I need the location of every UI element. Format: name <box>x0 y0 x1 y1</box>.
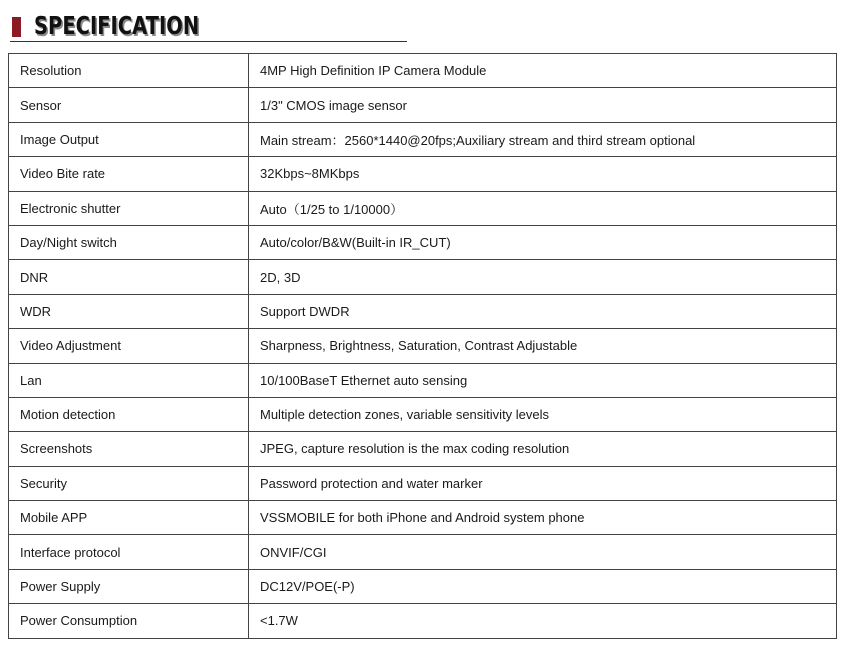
spec-value: 10/100BaseT Ethernet auto sensing <box>249 363 837 397</box>
spec-label: DNR <box>9 260 249 294</box>
spec-value: Auto/color/B&W(Built-in IR_CUT) <box>249 225 837 259</box>
spec-row <box>9 329 837 363</box>
spec-value: <1.7W <box>249 604 837 638</box>
spec-value: Password protection and water marker <box>249 466 837 500</box>
spec-label: Screenshots <box>9 432 249 466</box>
spec-value: Support DWDR <box>249 294 837 328</box>
spec-row <box>9 432 837 466</box>
spec-label: Security <box>9 466 249 500</box>
spec-label: Video Adjustment <box>9 329 249 363</box>
spec-value: 2D, 3D <box>249 260 837 294</box>
spec-row <box>9 397 837 431</box>
spec-row <box>9 54 837 88</box>
spec-label: Power Consumption <box>9 604 249 638</box>
spec-value: JPEG, capture resolution is the max coding resolution <box>249 432 837 466</box>
specification-table <box>8 53 837 639</box>
spec-row <box>9 501 837 535</box>
spec-row <box>9 157 837 191</box>
spec-value: 32Kbps~8MKbps <box>249 157 837 191</box>
spec-label: Lan <box>9 363 249 397</box>
spec-value: VSSMOBILE for both iPhone and Android system phone <box>249 501 837 535</box>
section-title: SPECIFICATION <box>34 11 200 40</box>
spec-row <box>9 88 837 122</box>
spec-row <box>9 191 837 225</box>
spec-value: Multiple detection zones, variable sensitivity levels <box>249 397 837 431</box>
spec-value: ONVIF/CGI <box>249 535 837 569</box>
spec-value: Main stream：2560*1440@20fps;Auxiliary stream and third stream optional <box>249 122 837 156</box>
spec-value: Auto（1/25 to 1/10000） <box>249 191 837 225</box>
spec-label: Video Bite rate <box>9 157 249 191</box>
section-header <box>10 10 407 43</box>
spec-label: Resolution <box>9 54 249 88</box>
header-divider <box>10 41 407 42</box>
spec-label: Motion detection <box>9 397 249 431</box>
spec-label: Day/Night switch <box>9 225 249 259</box>
spec-label: Electronic shutter <box>9 191 249 225</box>
spec-value: 1/3" CMOS image sensor <box>249 88 837 122</box>
spec-row <box>9 122 837 156</box>
spec-row <box>9 294 837 328</box>
specification-table-body <box>9 54 837 639</box>
spec-label: WDR <box>9 294 249 328</box>
spec-row <box>9 569 837 603</box>
header-accent-bar <box>12 17 21 37</box>
spec-value: 4MP High Definition IP Camera Module <box>249 54 837 88</box>
spec-row <box>9 225 837 259</box>
spec-row <box>9 363 837 397</box>
spec-label: Power Supply <box>9 569 249 603</box>
spec-label: Mobile APP <box>9 501 249 535</box>
spec-row <box>9 466 837 500</box>
spec-label: Interface protocol <box>9 535 249 569</box>
spec-label: Sensor <box>9 88 249 122</box>
spec-label: Image Output <box>9 122 249 156</box>
spec-value: Sharpness, Brightness, Saturation, Contrast Adjustable <box>249 329 837 363</box>
spec-row <box>9 535 837 569</box>
spec-value: DC12V/POE(-P) <box>249 569 837 603</box>
spec-row <box>9 604 837 638</box>
spec-row <box>9 260 837 294</box>
